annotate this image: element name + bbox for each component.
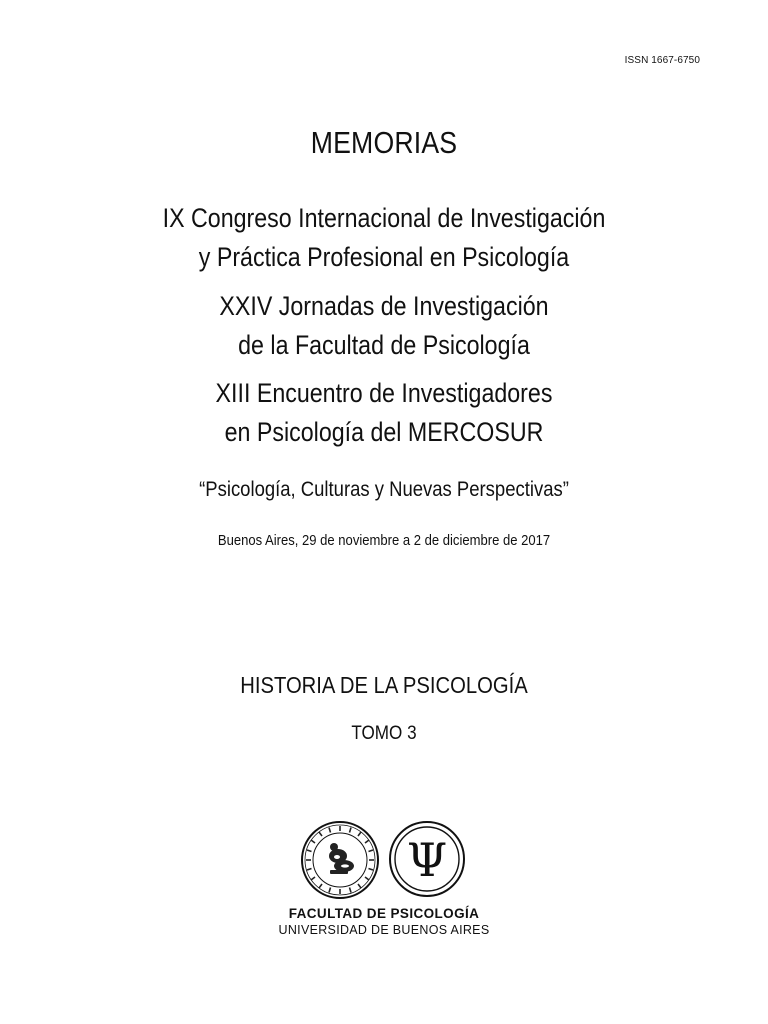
place-and-date: Buenos Aires, 29 de noviembre a 2 de diciembre de 2017 (217, 533, 551, 549)
event-encuentro (54, 374, 714, 452)
event-line: XIII Encuentro de Investigadores (215, 378, 553, 408)
section-title: HISTORIA DE LA PSICOLOGÍA (240, 672, 528, 698)
publication-title: MEMORIAS (310, 125, 458, 160)
event-congress (54, 199, 714, 277)
psi-symbol-icon (388, 820, 466, 898)
event-line: y Práctica Profesional en Psicología (198, 242, 570, 272)
issn-number: ISSN 1667-6750 (624, 55, 700, 66)
event-line: en Psicología del MERCOSUR (224, 417, 544, 447)
event-line: de la Facultad de Psicología (238, 330, 530, 360)
svg-text:Ψ: Ψ (406, 833, 448, 887)
university-seal-icon (300, 820, 380, 900)
conference-motto: “Psicología, Culturas y Nuevas Perspectivas” (199, 478, 569, 501)
volume-label: TOMO 3 (351, 723, 417, 744)
event-line: XXIV Jornadas de Investigación (219, 291, 549, 321)
university-name: UNIVERSIDAD DE BUENOS AIRES (278, 923, 490, 937)
event-jornadas (54, 287, 714, 365)
faculty-name: FACULTAD DE PSICOLOGÍA (288, 906, 480, 921)
event-line: IX Congreso Internacional de Investigación (162, 203, 606, 233)
